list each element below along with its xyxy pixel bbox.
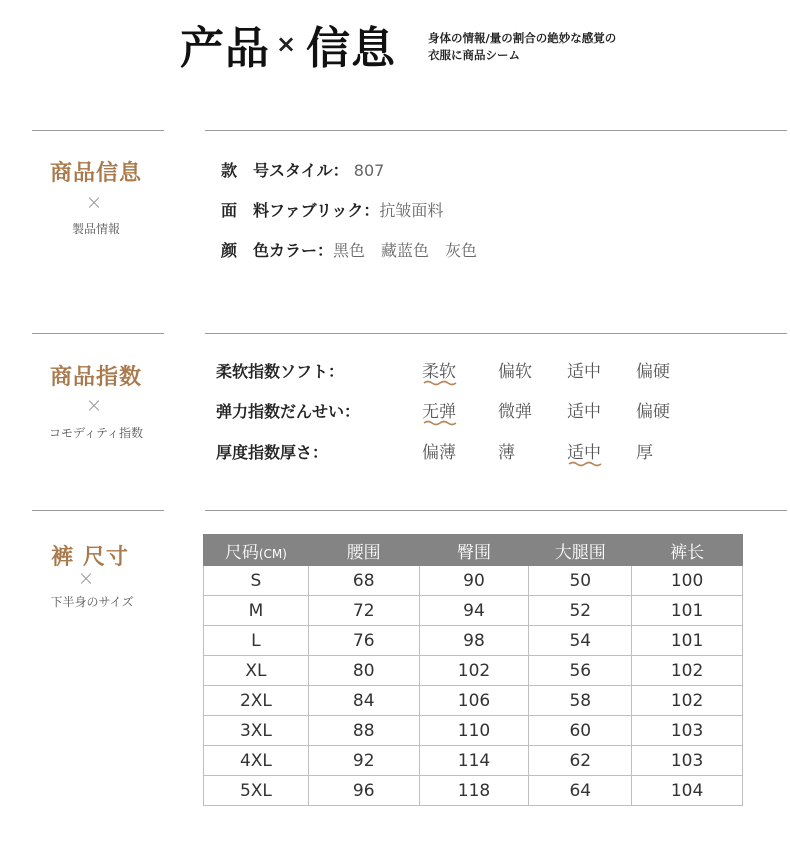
cell-size: 4XL xyxy=(204,746,309,776)
header-size-unit: (CM) xyxy=(258,546,287,561)
section-size-x-icon: × xyxy=(77,566,95,590)
size-table-header-hip: 臀围 xyxy=(419,535,529,566)
info-row-style xyxy=(221,158,384,181)
cell-length: 101 xyxy=(632,596,743,626)
cell-size: 5XL xyxy=(204,776,309,806)
section-index-rule-left xyxy=(32,333,164,334)
index-option xyxy=(498,397,532,422)
cell-hip: 102 xyxy=(419,656,529,686)
cell-length: 100 xyxy=(632,566,743,596)
section-index-rule-right xyxy=(205,333,787,334)
cell-waist: 96 xyxy=(308,776,419,806)
cell-size: 2XL xyxy=(204,686,309,716)
index-label: 厚度指数厚さ： xyxy=(216,443,329,462)
index-option-label: 偏软 xyxy=(498,362,532,382)
info-row-fabric xyxy=(221,198,443,221)
cell-size: L xyxy=(204,626,309,656)
cell-waist: 92 xyxy=(308,746,419,776)
index-option-label: 适中 xyxy=(567,443,601,463)
cell-thigh: 64 xyxy=(529,776,632,806)
subtitle-line-2: 衣服に商品シーム xyxy=(428,48,520,62)
index-option-label: 柔软 xyxy=(422,362,456,382)
section-index-x-icon: × xyxy=(85,393,103,417)
section-info-rule-right xyxy=(205,130,787,131)
table-row xyxy=(204,566,743,596)
title-separator: × xyxy=(276,30,297,58)
info-row-color xyxy=(221,238,477,261)
cell-waist: 68 xyxy=(308,566,419,596)
cell-thigh: 58 xyxy=(529,686,632,716)
cell-waist: 76 xyxy=(308,626,419,656)
index-option-label: 适中 xyxy=(567,402,601,422)
index-option-label: 无弹 xyxy=(422,402,456,422)
size-table-header-length: 裤长 xyxy=(632,535,743,566)
cell-length: 102 xyxy=(632,656,743,686)
table-row xyxy=(204,686,743,716)
index-option xyxy=(636,357,670,382)
selected-wave-icon xyxy=(423,420,457,426)
cell-hip: 110 xyxy=(419,716,529,746)
section-size-rule-left xyxy=(32,510,164,511)
size-table-header-row xyxy=(204,535,743,566)
cell-length: 102 xyxy=(632,686,743,716)
selected-wave-icon xyxy=(568,461,602,467)
index-option-label: 微弹 xyxy=(498,402,532,422)
section-info-subtitle: 製品情報 xyxy=(71,222,120,236)
index-option xyxy=(567,357,601,382)
section-index-subtitle: コモディティ指数 xyxy=(48,426,144,440)
table-row xyxy=(204,596,743,626)
size-table-header-waist: 腰围 xyxy=(308,535,419,566)
cell-length: 104 xyxy=(632,776,743,806)
section-info-title: 商品信息 xyxy=(49,161,142,186)
cell-length: 101 xyxy=(632,626,743,656)
page-title-left: 产品 xyxy=(180,23,270,74)
index-option xyxy=(422,357,456,382)
cell-size: XL xyxy=(204,656,309,686)
cell-thigh: 50 xyxy=(529,566,632,596)
selected-wave-icon xyxy=(423,380,457,386)
cell-waist: 72 xyxy=(308,596,419,626)
header-size-label: 尺码 xyxy=(224,542,259,563)
index-option-label: 厚 xyxy=(636,443,653,463)
cell-thigh: 60 xyxy=(529,716,632,746)
size-table xyxy=(203,534,743,806)
table-row xyxy=(204,656,743,686)
cell-length: 103 xyxy=(632,746,743,776)
index-option-label: 偏薄 xyxy=(422,443,456,463)
index-label: 弹力指数だんせい： xyxy=(216,402,361,421)
cell-hip: 114 xyxy=(419,746,529,776)
index-option xyxy=(567,397,601,422)
cell-size: 3XL xyxy=(204,716,309,746)
header xyxy=(0,0,790,100)
cell-hip: 106 xyxy=(419,686,529,716)
index-label: 柔软指数ソフト： xyxy=(216,362,345,381)
cell-waist: 80 xyxy=(308,656,419,686)
size-table-header-size xyxy=(204,535,309,566)
table-row xyxy=(204,776,743,806)
cell-waist: 84 xyxy=(308,686,419,716)
index-option-label: 偏硬 xyxy=(636,402,670,422)
info-label: 款 号スタイル： xyxy=(221,161,349,180)
info-label: 面 料ファブリック： xyxy=(221,201,380,220)
index-option xyxy=(498,357,532,382)
page-subtitle xyxy=(428,30,616,64)
index-option xyxy=(636,397,670,422)
index-option xyxy=(422,397,456,422)
table-row xyxy=(204,746,743,776)
section-size-title: 裤 尺寸 xyxy=(51,545,129,570)
section-size-rule-right xyxy=(205,510,787,511)
table-row xyxy=(204,626,743,656)
cell-thigh: 54 xyxy=(529,626,632,656)
info-value: 807 xyxy=(348,161,385,180)
index-option xyxy=(422,438,456,463)
info-label: 颜 色カラー： xyxy=(221,241,334,260)
index-option xyxy=(636,438,653,463)
cell-size: M xyxy=(204,596,309,626)
index-option-label: 薄 xyxy=(498,443,515,463)
index-option xyxy=(567,438,601,463)
section-size-subtitle: 下半身のサイズ xyxy=(50,595,134,609)
cell-hip: 90 xyxy=(419,566,529,596)
cell-waist: 88 xyxy=(308,716,419,746)
size-table-header-thigh: 大腿围 xyxy=(529,535,632,566)
section-info-x-icon: × xyxy=(85,190,103,214)
page-title-right: 信息 xyxy=(306,23,396,74)
cell-size: S xyxy=(204,566,309,596)
section-info-rule-left xyxy=(32,130,164,131)
cell-thigh: 56 xyxy=(529,656,632,686)
table-row xyxy=(204,716,743,746)
cell-thigh: 52 xyxy=(529,596,632,626)
cell-hip: 94 xyxy=(419,596,529,626)
cell-length: 103 xyxy=(632,716,743,746)
cell-thigh: 62 xyxy=(529,746,632,776)
info-value: 抗皱面料 xyxy=(379,201,444,220)
index-option-label: 偏硬 xyxy=(636,362,670,382)
subtitle-line-1: 身体の情報/量の割合の絶妙な感覚の xyxy=(428,31,617,45)
cell-hip: 118 xyxy=(419,776,529,806)
index-option xyxy=(498,438,515,463)
info-value: 黑色 藏蓝色 灰色 xyxy=(333,241,478,260)
cell-hip: 98 xyxy=(419,626,529,656)
index-option-label: 适中 xyxy=(567,362,601,382)
section-index-title: 商品指数 xyxy=(49,365,142,390)
